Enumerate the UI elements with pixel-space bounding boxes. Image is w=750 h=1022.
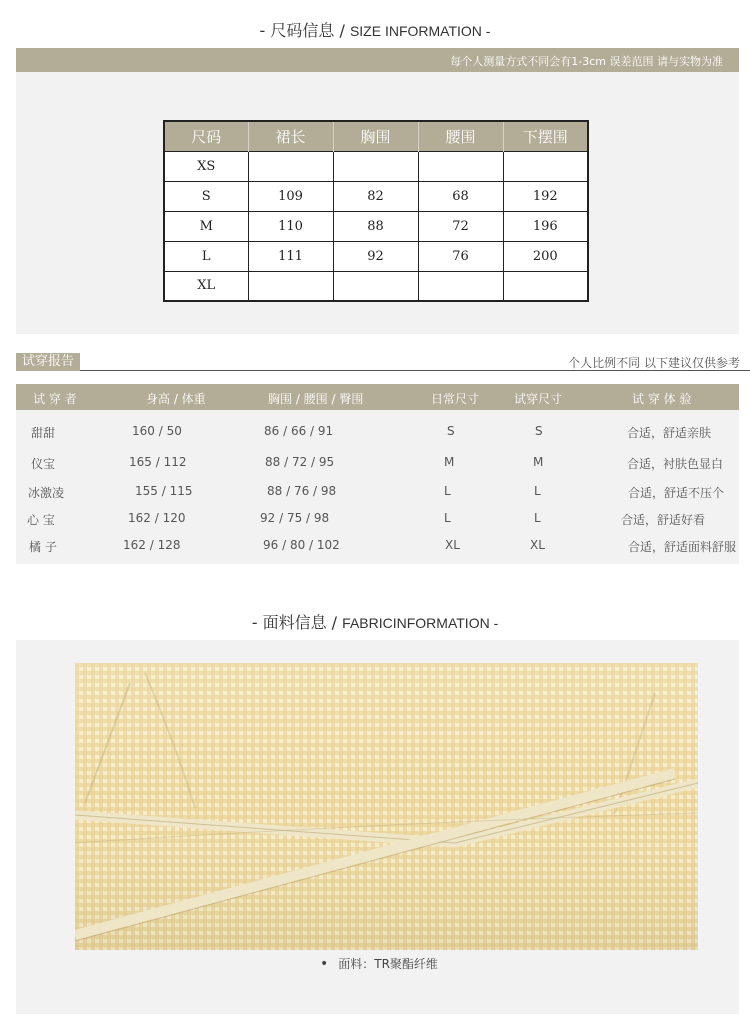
height-weight: 155 / 115 xyxy=(135,484,193,498)
size-label-cell: XS xyxy=(164,151,248,181)
size-note: 每个人测量方式不同会有1-3cm 误差范围 请与实物为准 xyxy=(450,55,723,68)
fabric-section-title xyxy=(0,610,750,633)
tester-name: 橘 子 xyxy=(29,540,57,554)
fabric-title-en: FABRICINFORMATION - xyxy=(342,615,499,631)
measurements: 88 / 72 / 95 xyxy=(265,455,335,469)
size-value-cell: 196 xyxy=(503,211,588,241)
size-value-cell xyxy=(503,151,588,181)
size-label-cell: L xyxy=(164,241,248,271)
size-value-cell xyxy=(248,151,333,181)
height-weight: 165 / 112 xyxy=(129,455,187,469)
height-weight: 162 / 120 xyxy=(128,511,186,525)
size-label-cell: XL xyxy=(164,271,248,301)
trial-report-tag: 试穿报告 xyxy=(16,353,80,371)
fabric-photo xyxy=(75,663,698,950)
size-value-cell: 200 xyxy=(503,241,588,271)
size-header-cell: 腰围 xyxy=(418,121,503,151)
trial-size: S xyxy=(535,424,543,438)
trial-header-cell: 试穿尺寸 xyxy=(514,392,563,406)
daily-size: XL xyxy=(445,538,460,552)
height-weight: 160 / 50 xyxy=(132,424,182,438)
trial-report-header xyxy=(16,353,750,371)
size-title-zh: - 尺码信息 / xyxy=(259,21,350,40)
size-value-cell xyxy=(418,271,503,301)
measurements: 86 / 66 / 91 xyxy=(264,424,334,438)
size-value-cell: 110 xyxy=(248,211,333,241)
trial-report-note: 个人比例不同 以下建议仅供参考 xyxy=(568,356,740,370)
trial-experience: 合适，衬肤色显白 xyxy=(627,457,724,471)
size-table-header xyxy=(164,121,588,151)
trial-experience: 合适，舒适面料舒服 xyxy=(628,540,737,554)
trial-experience: 合适，舒适好看 xyxy=(621,513,706,527)
size-value-cell xyxy=(333,271,418,301)
size-value-cell: 109 xyxy=(248,181,333,211)
tester-name: 心 宝 xyxy=(27,513,55,527)
trial-header-cell: 身高 / 体重 xyxy=(146,392,206,406)
trial-header-cell: 胸围 / 腰围 / 臀围 xyxy=(268,392,364,406)
size-header-cell: 胸围 xyxy=(333,121,418,151)
size-value-cell: 82 xyxy=(333,181,418,211)
daily-size: L xyxy=(444,484,451,498)
table-row xyxy=(164,151,588,181)
fabric-title-zh: - 面料信息 / xyxy=(251,613,343,632)
size-label-cell: M xyxy=(164,211,248,241)
table-row xyxy=(164,241,588,271)
bullet-icon: • xyxy=(320,956,329,972)
table-row xyxy=(164,181,588,211)
table-row xyxy=(164,211,588,241)
tester-name: 冰激凌 xyxy=(28,486,65,500)
size-table xyxy=(163,120,589,302)
size-value-cell xyxy=(248,271,333,301)
tester-name: 仪宝 xyxy=(31,457,56,471)
trial-table-body xyxy=(16,410,739,564)
trial-header-cell: 试 穿 体 验 xyxy=(632,392,692,406)
fabric-caption-text: 面料：TR聚酯纤维 xyxy=(338,957,438,971)
size-title-en: SIZE INFORMATION - xyxy=(349,23,491,39)
daily-size: M xyxy=(444,455,455,469)
size-header-cell: 裙长 xyxy=(248,121,333,151)
size-header-cell: 尺码 xyxy=(164,121,248,151)
trial-experience: 合适，舒适亲肤 xyxy=(627,426,712,440)
tester-name: 甜甜 xyxy=(31,426,56,440)
daily-size: L xyxy=(444,511,451,525)
trial-size: XL xyxy=(530,538,545,552)
measurements: 96 / 80 / 102 xyxy=(263,538,340,552)
size-value-cell: 111 xyxy=(248,241,333,271)
measurements: 88 / 76 / 98 xyxy=(267,484,337,498)
size-value-cell xyxy=(333,151,418,181)
trial-size: L xyxy=(534,484,541,498)
size-value-cell: 76 xyxy=(418,241,503,271)
table-row xyxy=(164,271,588,301)
size-label-cell: S xyxy=(164,181,248,211)
size-section-title xyxy=(0,18,750,41)
size-header-cell: 下摆围 xyxy=(503,121,588,151)
size-value-cell xyxy=(503,271,588,301)
size-note-bar xyxy=(16,48,739,72)
trial-header-cell: 日常尺寸 xyxy=(431,392,480,406)
fabric-caption xyxy=(320,955,438,972)
measurements: 92 / 75 / 98 xyxy=(260,511,330,525)
size-value-cell: 92 xyxy=(333,241,418,271)
trial-size: L xyxy=(534,511,541,525)
size-value-cell xyxy=(418,151,503,181)
size-value-cell: 192 xyxy=(503,181,588,211)
trial-experience: 合适，舒适不压个 xyxy=(628,486,725,500)
gingham-fabric-image xyxy=(75,663,698,950)
size-value-cell: 72 xyxy=(418,211,503,241)
trial-size: M xyxy=(533,455,544,469)
size-value-cell: 88 xyxy=(333,211,418,241)
trial-header-cell: 试 穿 者 xyxy=(33,392,77,406)
height-weight: 162 / 128 xyxy=(123,538,181,552)
size-value-cell: 68 xyxy=(418,181,503,211)
daily-size: S xyxy=(447,424,455,438)
trial-table-header xyxy=(16,384,739,410)
